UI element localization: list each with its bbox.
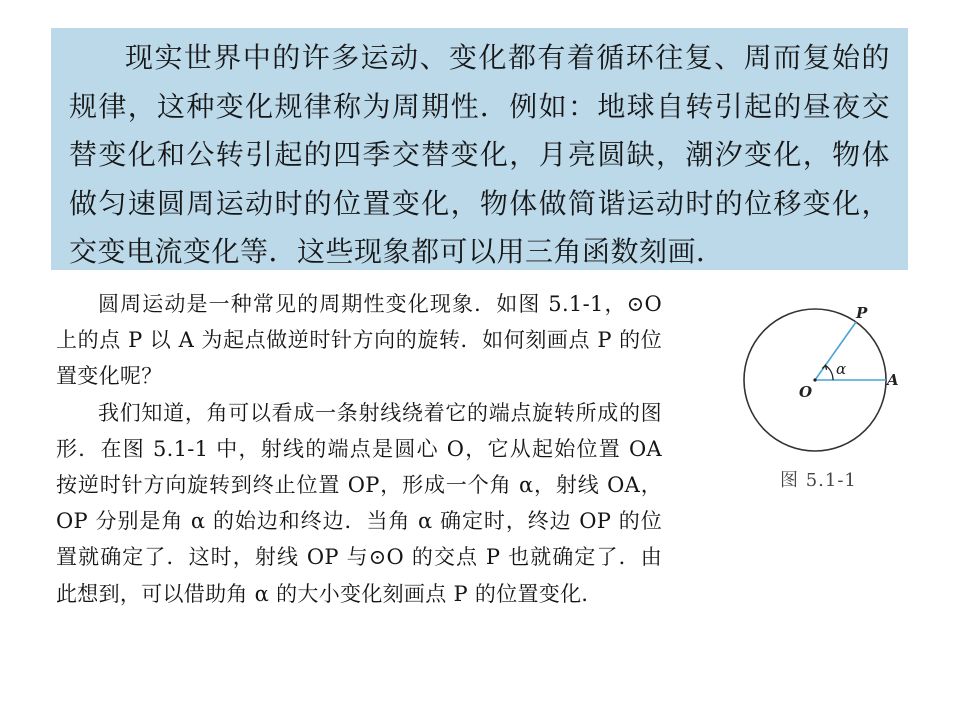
body-paragraph-2: 我们知道，角可以看成一条射线绕着它的端点旋转所成的图形．在图 5.1-1 中，射线的端点是圆心 O，它从起始位置 OA 按逆时针方向旋转到终止位置 OP，形成一个角 α，射线 OA，OP 分别是角 α 的始边和终边．当角 α 确定时，终边 OP 的位置就确定了．这时，射线 OP 与⊙O 的交点 P 也就确定了．由此想到，可以借助角 α 的大小变化刻画点 P 的位置变化．: [56, 400, 662, 606]
label-p: P: [856, 304, 868, 322]
body-text: [56, 286, 662, 612]
label-alpha: α: [836, 360, 847, 378]
center-point: [813, 378, 816, 381]
intro-paragraph: 现实世界中的许多运动、变化都有着循环往复、周而复始的规律，这种变化规律称为周期性．例如：地球自转引起的昼夜交替变化和公转引起的四季交替变化，月亮圆缺，潮汐变化，物体做匀速圆周运动时的位置变化，物体做简谐运动时的位移变化，交变电流变化等．这些现象都可以用三角函数刻画．: [69, 41, 890, 269]
body-paragraph-1: 圆周运动是一种常见的周期性变化现象．如图 5.1-1，⊙O 上的点 P 以 A 为起点做逆时针方向的旋转．如何刻画点 P 的位置变化呢？: [56, 292, 662, 389]
label-o: O: [799, 383, 813, 401]
intro-highlight-box: [51, 28, 908, 270]
label-a: A: [887, 371, 899, 389]
figure-caption: 图 5.1-1: [780, 470, 857, 491]
